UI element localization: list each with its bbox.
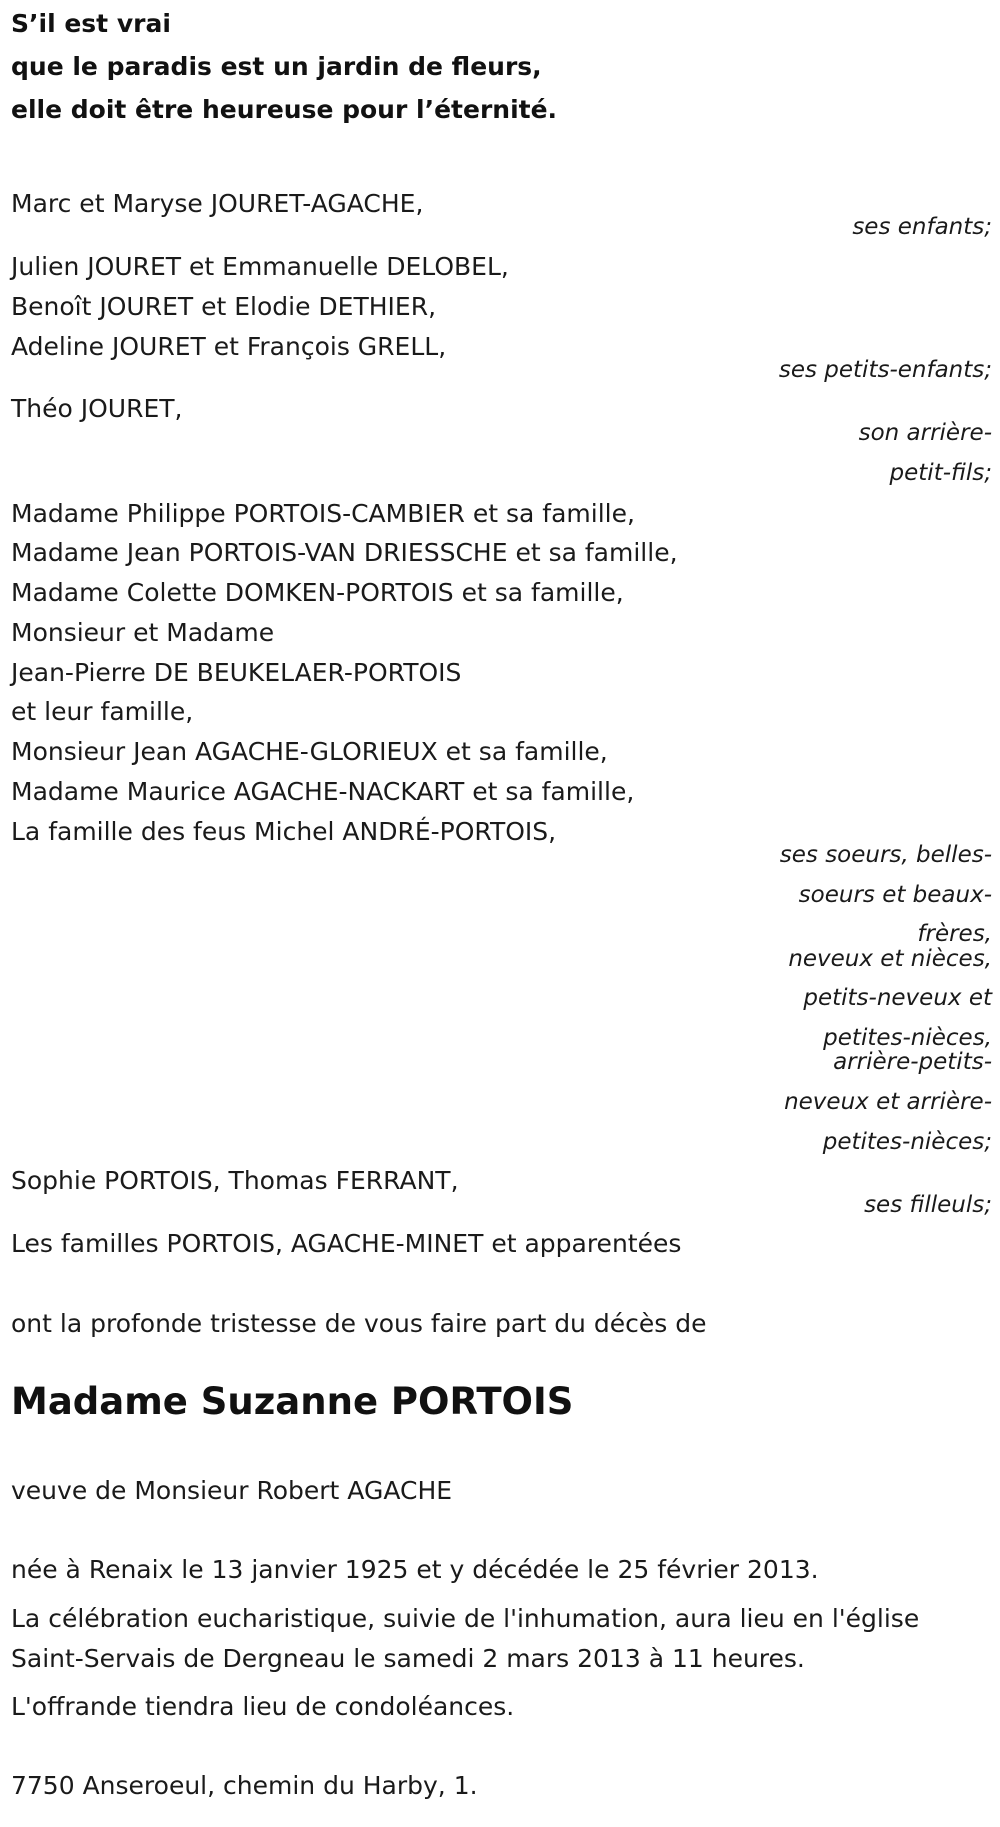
siblings-relation-9: petites-nièces;: [822, 1129, 992, 1155]
epigraph-line-3: elle doit être heureuse pour l’éternité.: [11, 95, 558, 124]
grandchildren-relation: ses petits-enfants;: [778, 357, 992, 383]
grandchild-line-1: Julien JOURET et Emmanuelle DELOBEL,: [11, 252, 509, 281]
siblings-relation-6: petites-nièces,: [823, 1025, 992, 1051]
widow-of-line: veuve de Monsieur Robert AGACHE: [11, 1476, 453, 1505]
children-line: Marc et Maryse JOURET-AGACHE,: [11, 189, 424, 218]
siblings-relation-8: neveux et arrière-: [784, 1089, 992, 1115]
announcement-line: ont la profonde tristesse de vous faire part du décès de: [11, 1309, 707, 1338]
siblings-relation-2: soeurs et beaux-: [798, 882, 992, 908]
siblings-relation-1: ses soeurs, belles-: [779, 842, 992, 868]
grandchild-line-3: Adeline JOURET et François GRELL,: [11, 332, 447, 361]
sibling-line-8: Madame Maurice AGACHE-NACKART et sa famille,: [11, 777, 635, 806]
sibling-line-1: Madame Philippe PORTOIS-CAMBIER et sa famille,: [11, 499, 635, 528]
great-grandchild-line: Théo JOURET,: [11, 394, 183, 423]
siblings-relation-3: frères,: [917, 921, 992, 947]
address-line: 7750 Anseroeul, chemin du Harby, 1.: [11, 1771, 478, 1800]
children-relation: ses enfants;: [852, 214, 992, 240]
sibling-line-9: La famille des feus Michel ANDRÉ-PORTOIS,: [11, 817, 557, 846]
sibling-line-2: Madame Jean PORTOIS-VAN DRIESSCHE et sa famille,: [11, 538, 678, 567]
siblings-relation-5: petits-neveux et: [803, 985, 992, 1011]
sibling-line-7: Monsieur Jean AGACHE-GLORIEUX et sa famille,: [11, 737, 608, 766]
grandchild-line-2: Benoît JOURET et Elodie DETHIER,: [11, 292, 437, 321]
epigraph-line-1: S’il est vrai: [11, 9, 171, 38]
great-grandchild-relation-2: petit-fils;: [889, 460, 992, 486]
great-grandchild-relation-1: son arrière-: [858, 420, 992, 446]
sibling-line-3: Madame Colette DOMKEN-PORTOIS et sa famille,: [11, 578, 624, 607]
offering-line: L'offrande tiendra lieu de condoléances.: [11, 1692, 515, 1721]
sibling-line-4: Monsieur et Madame: [11, 618, 275, 647]
godchildren-line: Sophie PORTOIS, Thomas FERRANT,: [11, 1166, 459, 1195]
epigraph-line-2: que le paradis est un jardin de fleurs,: [11, 52, 542, 81]
ceremony-line-2: Saint-Servais de Dergneau le samedi 2 mars 2013 à 11 heures.: [11, 1644, 805, 1673]
godchildren-relation: ses filleuls;: [864, 1192, 992, 1218]
siblings-relation-7: arrière-petits-: [833, 1049, 992, 1075]
sibling-line-5: Jean-Pierre DE BEUKELAER-PORTOIS: [11, 658, 462, 687]
birth-death-line: née à Renaix le 13 janvier 1925 et y décédée le 25 février 2013.: [11, 1555, 819, 1584]
families-line: Les familles PORTOIS, AGACHE-MINET et apparentées: [11, 1229, 682, 1258]
deceased-name: Madame Suzanne PORTOIS: [11, 1380, 574, 1423]
sibling-line-6: et leur famille,: [11, 697, 194, 726]
siblings-relation-4: neveux et nièces,: [788, 946, 992, 972]
ceremony-line-1: La célébration eucharistique, suivie de l'inhumation, aura lieu en l'église: [11, 1604, 920, 1633]
